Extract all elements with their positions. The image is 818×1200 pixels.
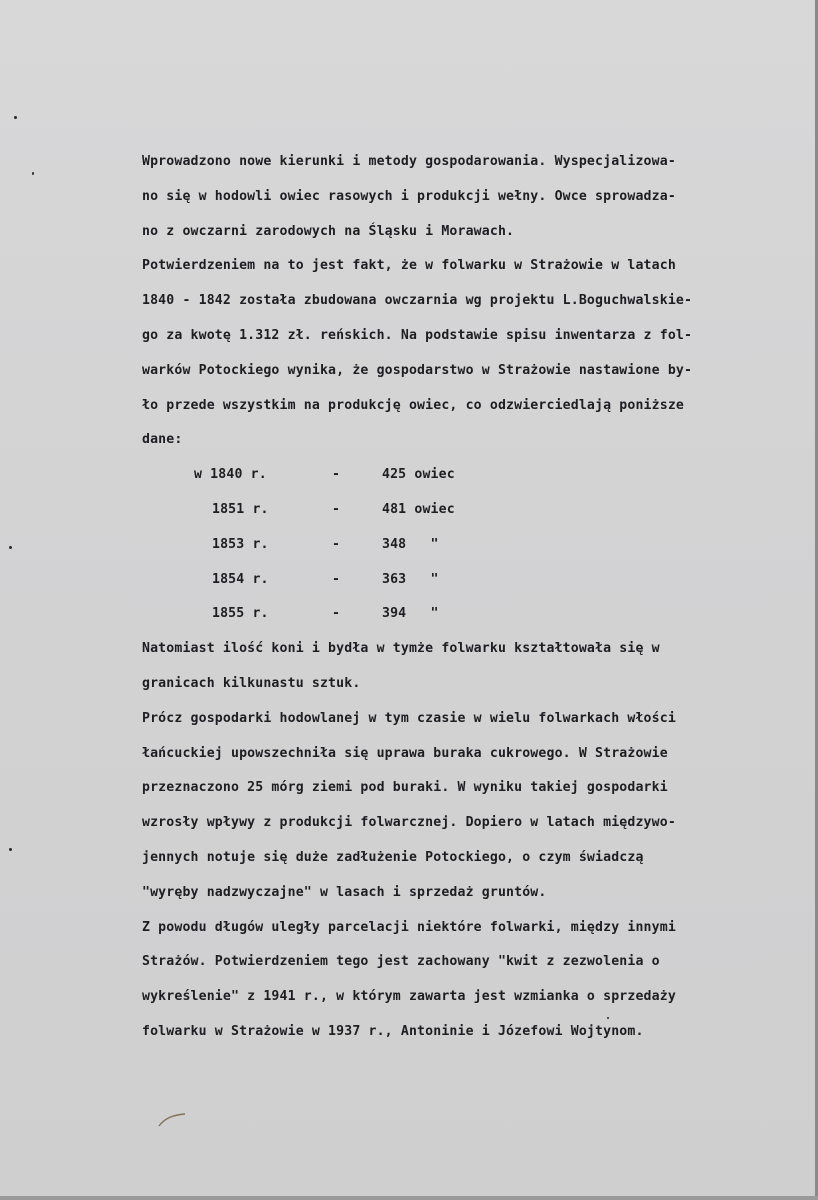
text-line: warków Potockiego wynika, że gospodarstwo w Strażowie nastawione by- — [142, 362, 693, 378]
text-line: granicach kilkunastu sztuk. — [142, 675, 361, 691]
table-row — [142, 528, 814, 563]
text-line: ło przede wszystkim na produkcję owiec, co odzwierciedlają poniższe — [142, 397, 684, 413]
page-edge-bottom — [0, 1196, 818, 1200]
dash-cell: - — [332, 571, 341, 587]
year-cell: 1853 r. — [212, 536, 269, 552]
text-line: 1840 - 1842 została zbudowana owczarnia wg projektu L.Boguchwalskie- — [142, 293, 693, 309]
paper-speck — [9, 848, 12, 851]
paragraph-sheepfold — [142, 249, 814, 458]
text-line: dane: — [142, 432, 183, 448]
text-line: Strażów. Potwierdzeniem tego jest zachowany "kwit z zezwolenia o — [142, 954, 660, 970]
text-line: Wprowadzono nowe kierunki i metody gospodarowania. Wyspecjalizowa- — [142, 154, 676, 169]
year-cell: w 1840 r. — [194, 467, 267, 483]
text-line: wykreślenie" z 1941 r., w którym zawarta jest wzmianka o sprzedaży — [142, 989, 676, 1005]
paper-speck — [32, 172, 34, 175]
dash-cell: - — [332, 501, 341, 517]
text-line: przeznaczono 25 mórg ziemi pod buraki. W wyniku takiej gospodarki — [142, 780, 668, 796]
table-row — [142, 597, 814, 632]
text-line: Z powodu długów uległy parcelacji niektóre folwarki, między innymi — [142, 919, 676, 935]
text-line: folwarku w Strażowie w 1937 r., Antoninie i Józefowi Wojtynom. — [142, 1023, 644, 1039]
text-line: Potwierdzeniem na to jest fakt, że w folwarku w Strażowie w latach — [142, 258, 676, 274]
paper-speck — [14, 116, 17, 119]
year-cell: 1855 r. — [212, 606, 269, 622]
value-cell: 481 owiec — [382, 501, 455, 517]
year-cell: 1851 r. — [212, 501, 269, 517]
pen-stroke-mark — [157, 1112, 187, 1128]
table-row — [142, 458, 814, 493]
text-line: Natomiast ilość koni i bydła w tymże folwarku kształtowała się w — [142, 641, 660, 657]
paper-speck — [9, 546, 12, 549]
text-line: łańcuckiej upowszechniła się uprawa buraka cukrowego. W Strażowie — [142, 745, 668, 761]
table-row — [142, 563, 814, 598]
dash-cell: - — [332, 536, 341, 552]
sheep-count-table — [142, 458, 814, 632]
dash-cell: - — [332, 467, 341, 483]
text-line: no się w hodowli owiec rasowych i produkcji wełny. Owce sprowadza- — [142, 188, 676, 204]
text-line: no z owczarni zarodowych na Śląsku i Morawach. — [142, 223, 515, 239]
value-cell: 348 " — [382, 536, 439, 552]
text-line: "wyręby nadzwyczajne" w lasach i sprzedaż gruntów. — [142, 884, 547, 900]
value-cell: 425 owiec — [382, 467, 455, 483]
value-cell: 394 " — [382, 606, 439, 622]
dash-cell: - — [332, 606, 341, 622]
paragraph-parcelling — [142, 911, 814, 1050]
paragraph-intro — [142, 145, 814, 249]
paragraph-sugar-beet — [142, 702, 814, 911]
table-row — [142, 493, 814, 528]
text-line: wzrosły wpływy z produkcji folwarcznej. Dopiero w latach międzywo- — [142, 815, 676, 831]
text-line: Prócz gospodarki hodowlanej w tym czasie w wielu folwarkach włości — [142, 710, 676, 726]
text-line: jennych notuje się duże zadłużenie Potockiego, o czym świadczą — [142, 849, 644, 865]
paragraph-horses-cattle — [142, 632, 814, 702]
year-cell: 1854 r. — [212, 571, 269, 587]
typed-text-body — [142, 145, 814, 1050]
value-cell: 363 " — [382, 571, 439, 587]
text-line: go za kwotę 1.312 zł. reńskich. Na podstawie spisu inwentarza z fol- — [142, 327, 693, 343]
